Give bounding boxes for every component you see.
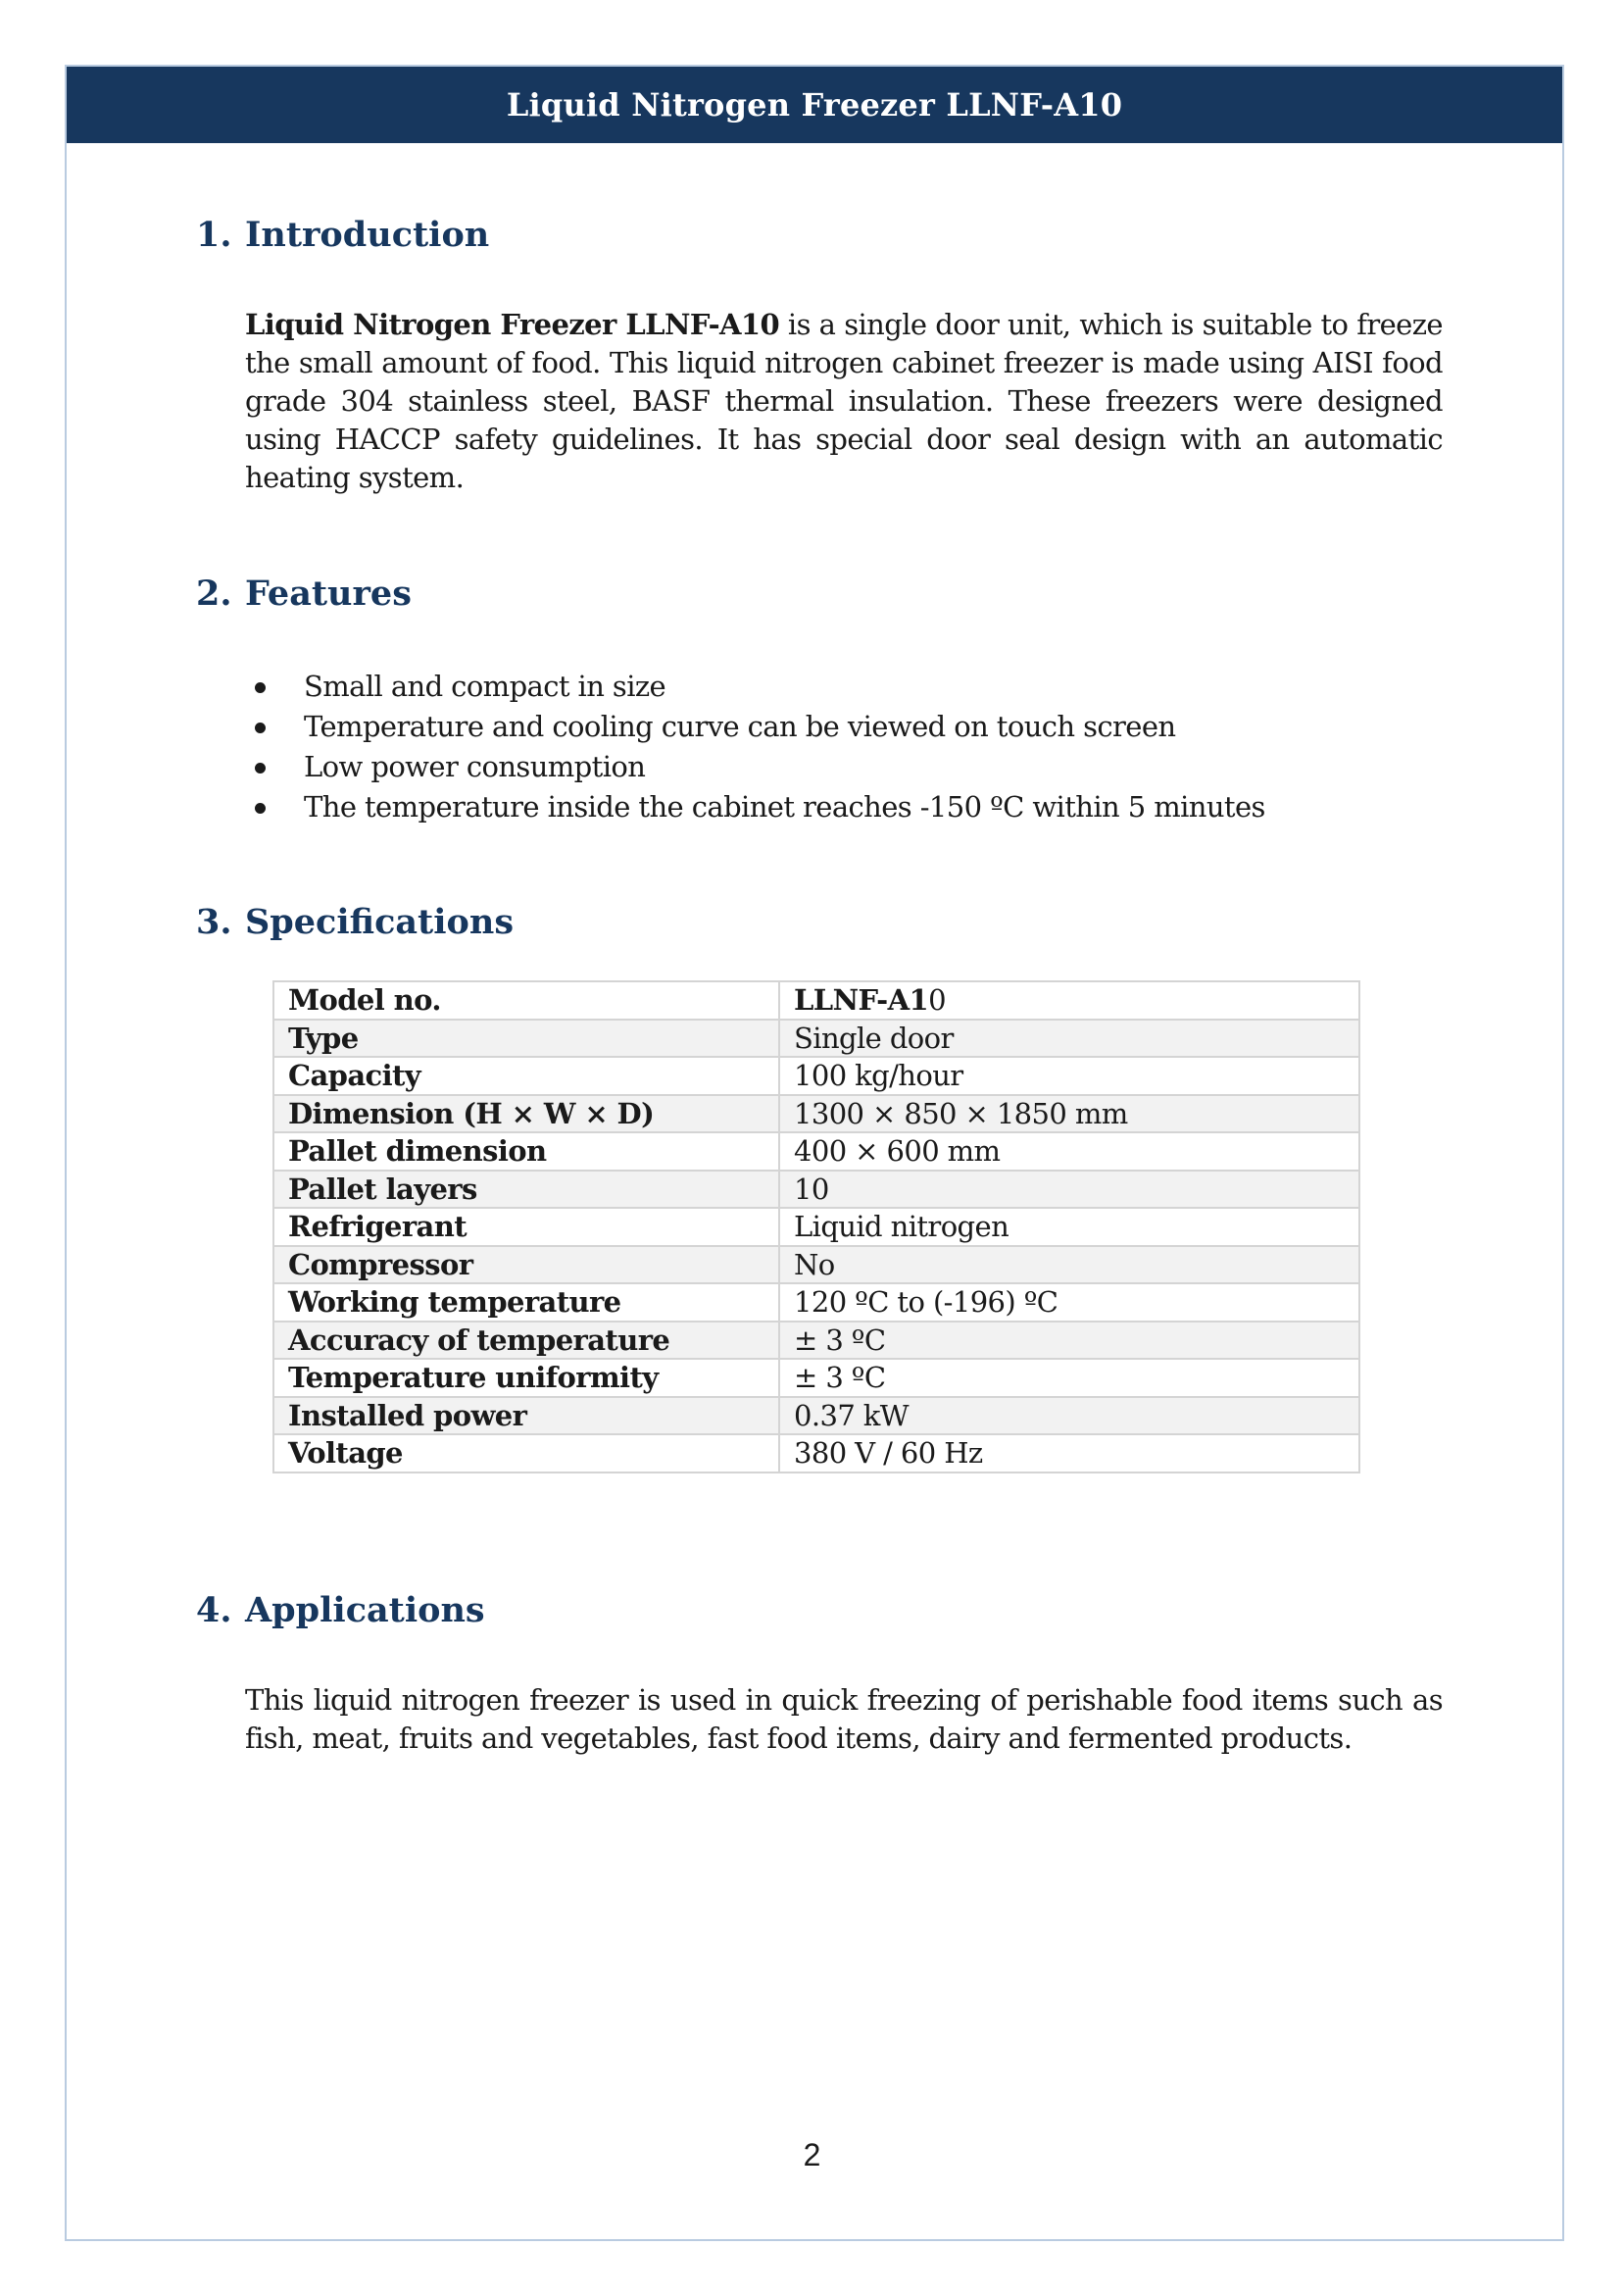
section-number: 1. [196,215,232,255]
spec-value: 380 V / 60 Hz [779,1434,1359,1472]
introduction-text: is a single door unit, which is suitable to freeze the small amount of food. This liquid nitrogen cabinet freezer is made using AISI food grade 304 stainless steel, BASF thermal insulation. These freezers were designed using HACCP safety guidelines. It has special door seal design with an automatic heating system. [245,308,1443,494]
model-value-bold: LLNF-A1 [794,983,929,1018]
applications-paragraph: This liquid nitrogen freezer is used in quick freezing of perishable food items such as fish, meat, fruits and vegetables, fast food items, dairy and fermented products. [245,1683,1443,1755]
spec-label: Working temperature [273,1283,779,1322]
document-title-banner [67,67,1562,143]
spec-value: 10 [779,1171,1359,1209]
table-row [273,1095,1359,1133]
model-value-rest: 0 [928,983,946,1018]
list-item [243,707,1265,747]
spec-value: No [779,1246,1359,1284]
spec-label: Accuracy of temperature [273,1322,779,1360]
introduction-heading [196,215,489,255]
bullet-icon [255,682,266,693]
spec-label: Refrigerant [273,1208,779,1246]
spec-value: 400 × 600 mm [779,1132,1359,1171]
product-name: Liquid Nitrogen Freezer LLNF-A10 [245,308,780,341]
feature-text: The temperature inside the cabinet reaches -150 ºC within 5 minutes [304,790,1265,824]
spec-value: Liquid nitrogen [779,1208,1359,1246]
table-row [273,1171,1359,1209]
section-number: 4. [196,1590,232,1630]
list-item [243,747,1265,787]
spec-value: 0.37 kW [779,1397,1359,1435]
list-item [243,667,1265,707]
spec-label: Pallet dimension [273,1132,779,1171]
table-row [273,1359,1359,1397]
spec-value: 100 kg/hour [779,1057,1359,1095]
feature-text: Temperature and cooling curve can be viewed on touch screen [304,710,1176,743]
spec-value: 1300 × 850 × 1850 mm [779,1095,1359,1133]
features-list [245,667,1265,827]
spec-label: Pallet layers [273,1171,779,1209]
bullet-icon [255,723,266,733]
spec-label: Model no. [273,981,779,1020]
table-row [273,1020,1359,1058]
feature-text: Low power consumption [304,750,646,783]
spec-label: Capacity [273,1057,779,1095]
document-title: Liquid Nitrogen Freezer LLNF-A10 [506,86,1123,124]
table-row [273,981,1359,1020]
spec-label: Compressor [273,1246,779,1284]
section-number: 3. [196,902,232,942]
features-heading [196,574,412,614]
bullet-icon [255,803,266,814]
specifications-heading [196,902,514,942]
introduction-paragraph [245,306,1443,497]
table-row [273,1322,1359,1360]
spec-label: Voltage [273,1434,779,1472]
spec-value: ± 3 ºC [779,1322,1359,1360]
table-row [273,1283,1359,1322]
spec-label: Installed power [273,1397,779,1435]
section-title: Introduction [245,215,490,255]
page-number: 2 [803,2137,821,2172]
spec-label: Dimension (H × W × D) [273,1095,779,1133]
section-title: Features [245,574,412,614]
table-row [273,1397,1359,1435]
feature-text: Small and compact in size [304,670,666,703]
spec-value: 120 ºC to (-196) ºC [779,1283,1359,1322]
spec-value [779,981,1359,1020]
section-title: Applications [245,1590,485,1630]
section-number: 2. [196,574,232,614]
applications-heading [196,1590,485,1630]
table-row [273,1057,1359,1095]
table-row [273,1434,1359,1472]
spec-value: ± 3 ºC [779,1359,1359,1397]
list-item [243,787,1265,827]
table-row [273,1246,1359,1284]
spec-value: Single door [779,1020,1359,1058]
section-title: Specifications [245,902,515,942]
spec-label: Temperature uniformity [273,1359,779,1397]
table-row [273,1132,1359,1171]
specifications-table [272,980,1360,1473]
bullet-icon [255,763,266,774]
table-row [273,1208,1359,1246]
spec-label: Type [273,1020,779,1058]
